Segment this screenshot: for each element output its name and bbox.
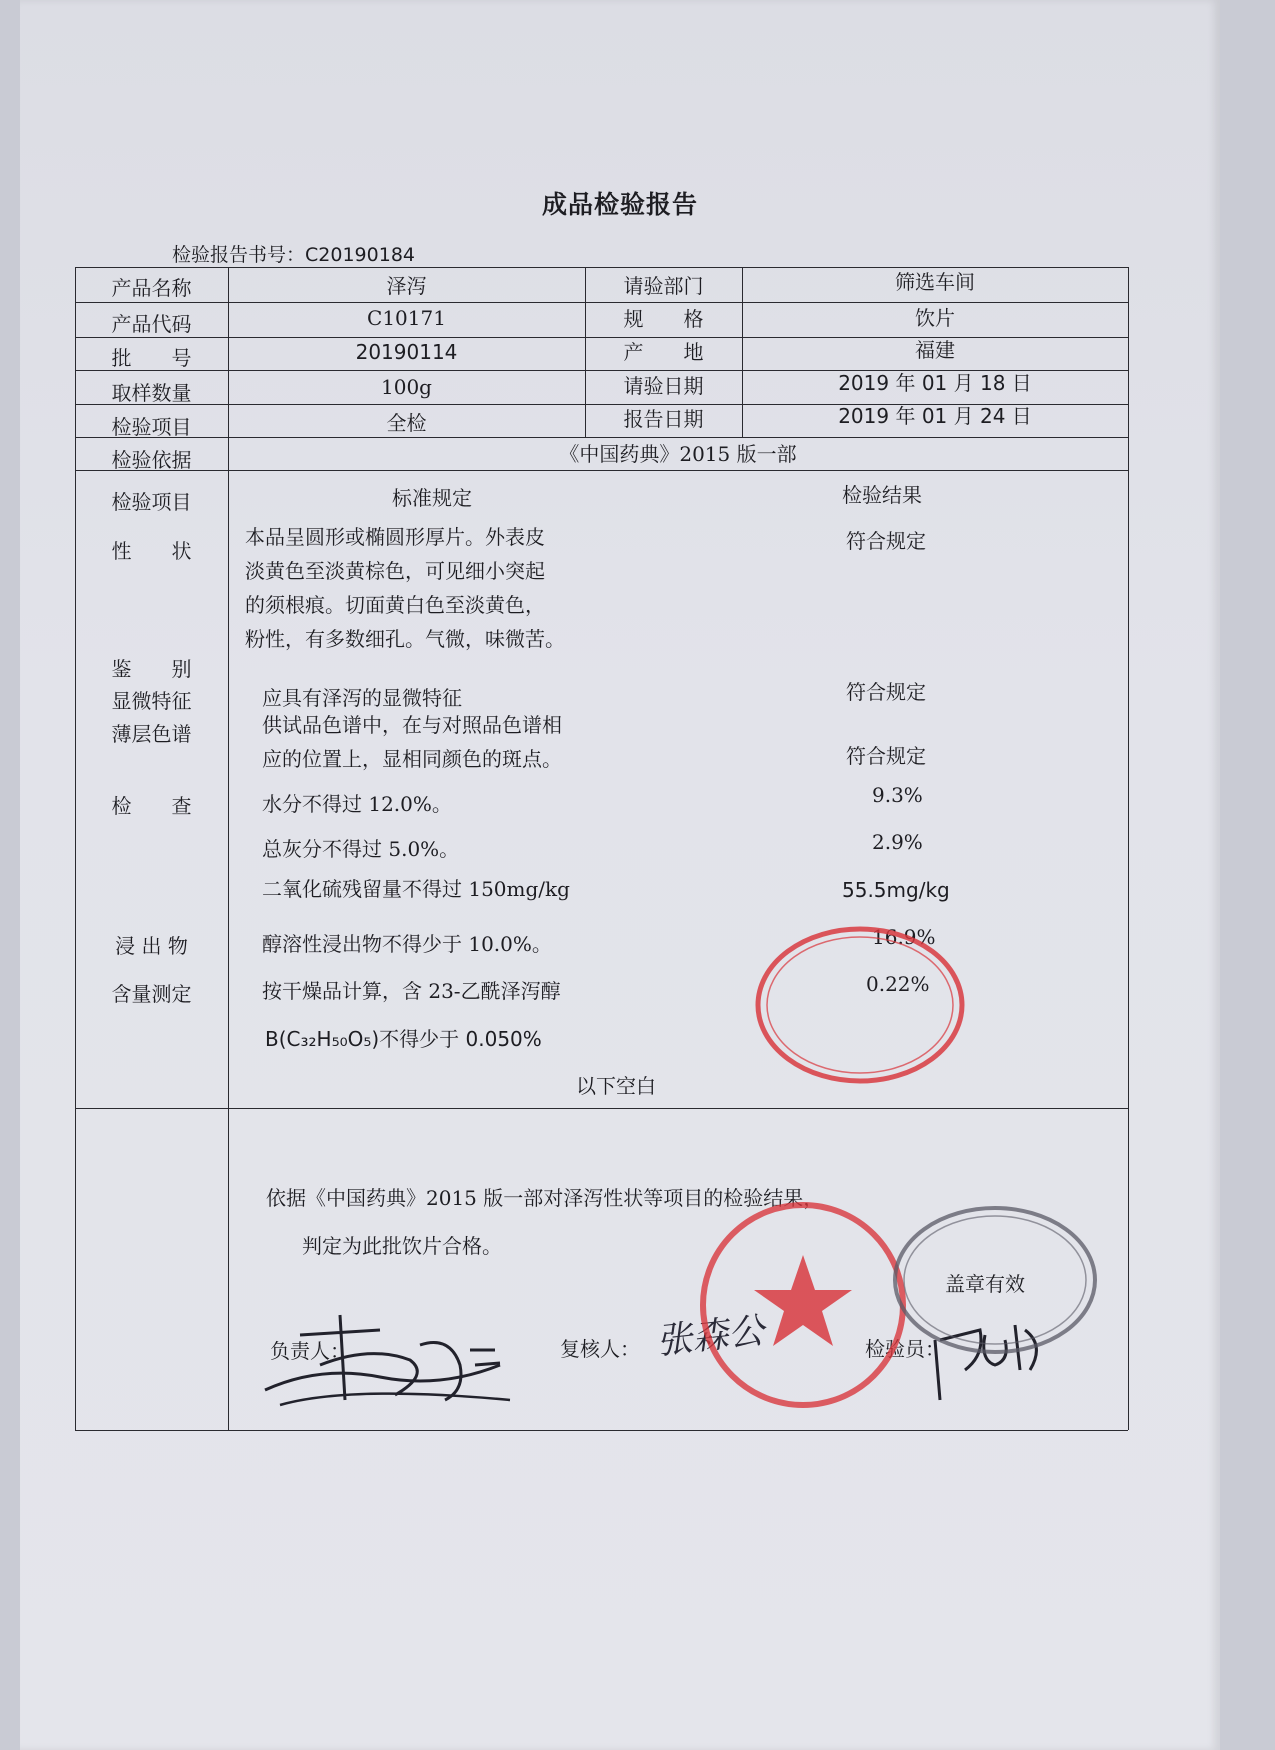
- water-standard: 水分不得过 12.0%。: [262, 792, 452, 816]
- assay-result: 0.22%: [866, 972, 930, 996]
- inspector-label: 检验员：: [865, 1337, 945, 1361]
- report-number: C20190184: [305, 244, 415, 266]
- extract-label: 浸 出 物: [115, 934, 188, 958]
- stamp-valid-note: 盖章有效: [945, 1272, 1025, 1296]
- micro-result: 符合规定: [846, 680, 926, 704]
- spec: 饮片: [915, 306, 955, 330]
- tlc-standard: 供试品色谱中，在与对照品色谱相 应的位置上，显相同颜色的斑点。: [262, 713, 562, 771]
- so2-result: 55.5mg/kg: [842, 878, 950, 902]
- reviewer-signature: 张森公: [654, 1310, 767, 1363]
- inspect-item-label: 检验项目: [111, 415, 192, 439]
- assay-standard-1: 按干燥品计算，含 23-乙酰泽泻醇: [262, 979, 561, 1003]
- lab-seal-stamp: [880, 1195, 1110, 1365]
- dept-label: 请验部门: [623, 274, 704, 298]
- report-date: 2019 年 01 月 24 日: [838, 404, 1032, 428]
- tlc-result: 符合规定: [846, 744, 926, 768]
- conclusion-line2: 判定为此批饮片合格。: [302, 1234, 502, 1258]
- origin-label: 产 地: [623, 340, 704, 364]
- extract-result: 16.9%: [872, 925, 936, 949]
- report-number-label: 检验报告书号：: [172, 244, 306, 266]
- col-standard-heading: 标准规定: [392, 486, 472, 510]
- micro-standard: 应具有泽泻的显微特征: [262, 686, 462, 710]
- so2-standard: 二氧化硫残留量不得过 150mg/kg: [262, 877, 570, 901]
- batch-label: 批 号: [111, 346, 192, 370]
- dept: 筛选车间: [895, 270, 975, 294]
- spec-label: 规 格: [623, 307, 704, 331]
- tlc-label: 薄层色谱: [111, 722, 192, 746]
- micro-label: 显微特征: [111, 689, 192, 713]
- page-title: 成品检验报告: [541, 190, 698, 219]
- assay-label: 含量测定: [111, 982, 192, 1006]
- report-date-label: 报告日期: [623, 407, 704, 431]
- ash-result: 2.9%: [872, 830, 923, 854]
- traits-result: 符合规定: [846, 529, 926, 553]
- sample-qty: 100g: [381, 375, 432, 399]
- check-label: 检 查: [111, 794, 192, 818]
- report-number-line: [172, 240, 415, 267]
- basis-label: 检验依据: [111, 448, 192, 472]
- product-code-label: 产品代码: [111, 312, 192, 336]
- company-seal-stamp: [740, 915, 980, 1095]
- product-code: C10171: [367, 306, 446, 330]
- col-item-heading: 检验项目: [111, 490, 192, 514]
- product-name: 泽泻: [386, 274, 427, 298]
- inspect-item: 全检: [386, 411, 427, 435]
- ash-standard: 总灰分不得过 5.0%。: [262, 837, 460, 861]
- traits-standard: 本品呈圆形或椭圆形厚片。外表皮 淡黄色至淡黄棕色，可见细小突起 的须根痕。切面黄白色至淡黄色， 粉性，有多数细孔。气微，味微苦。: [245, 525, 565, 651]
- request-date-label: 请验日期: [623, 374, 704, 398]
- reviewer-label: 复核人：: [560, 1337, 640, 1361]
- traits-label: 性 状: [111, 539, 192, 563]
- product-name-label: 产品名称: [111, 276, 192, 300]
- responsible-label: 负责人：: [270, 1339, 350, 1363]
- origin: 福建: [915, 338, 955, 362]
- conclusion-line1: 依据《中国药典》2015 版一部对泽泻性状等项目的检验结果，: [266, 1186, 824, 1210]
- water-result: 9.3%: [872, 783, 923, 807]
- responsible-signature: [260, 1305, 520, 1415]
- extract-standard: 醇溶性浸出物不得少于 10.0%。: [262, 932, 552, 956]
- ident-label: 鉴 别: [111, 657, 192, 681]
- batch: 20190114: [355, 340, 458, 364]
- blank-note: 以下空白: [576, 1074, 656, 1098]
- request-date: 2019 年 01 月 18 日: [838, 371, 1032, 395]
- document-page: [20, 0, 1220, 1750]
- sample-qty-label: 取样数量: [111, 381, 192, 405]
- assay-standard-2: B(C₃₂H₅₀O₅)不得少于 0.050%: [265, 1027, 542, 1051]
- col-result-heading: 检验结果: [842, 483, 922, 507]
- basis: 《中国药典》2015 版一部: [559, 442, 797, 466]
